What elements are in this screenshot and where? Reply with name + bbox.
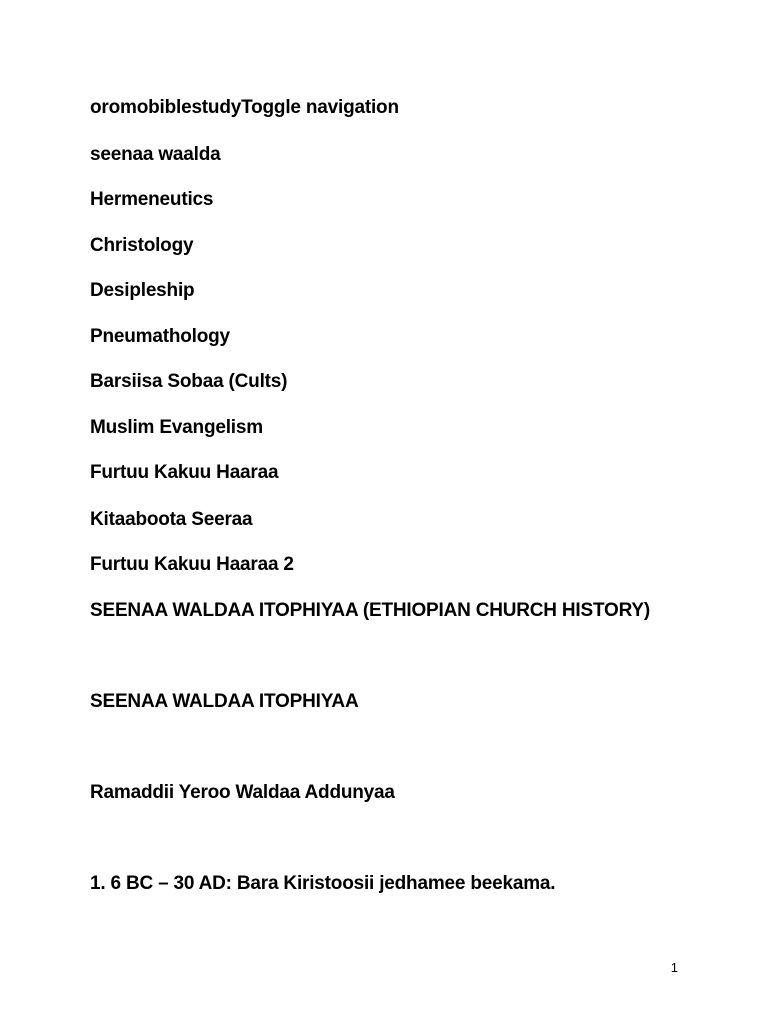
nav-item: Furtuu Kakuu Haaraa 2 bbox=[90, 554, 294, 575]
site-header: oromobiblestudyToggle navigation bbox=[90, 97, 399, 118]
nav-item: Pneumathology bbox=[90, 326, 230, 347]
nav-item: seenaa waalda bbox=[90, 144, 221, 165]
nav-item: Barsiisa Sobaa (Cults) bbox=[90, 371, 288, 392]
nav-item: Desipleship bbox=[90, 280, 195, 301]
nav-item: Muslim Evangelism bbox=[90, 417, 263, 438]
list-item: 1. 6 BC – 30 AD: Bara Kiristoosii jedhamee beekama. bbox=[90, 873, 556, 894]
nav-item: SEENAA WALDAA ITOPHIYAA (ETHIOPIAN CHURCH HISTORY) bbox=[90, 600, 651, 621]
nav-item: Kitaaboota Seeraa bbox=[90, 509, 253, 530]
section-heading: SEENAA WALDAA ITOPHIYAA bbox=[90, 691, 359, 712]
nav-item: Christology bbox=[90, 235, 194, 256]
section-subheading: Ramaddii Yeroo Waldaa Addunyaa bbox=[90, 782, 395, 803]
page-number: 1 bbox=[670, 960, 678, 975]
nav-item: Hermeneutics bbox=[90, 189, 214, 210]
nav-item: Furtuu Kakuu Haaraa bbox=[90, 462, 279, 483]
